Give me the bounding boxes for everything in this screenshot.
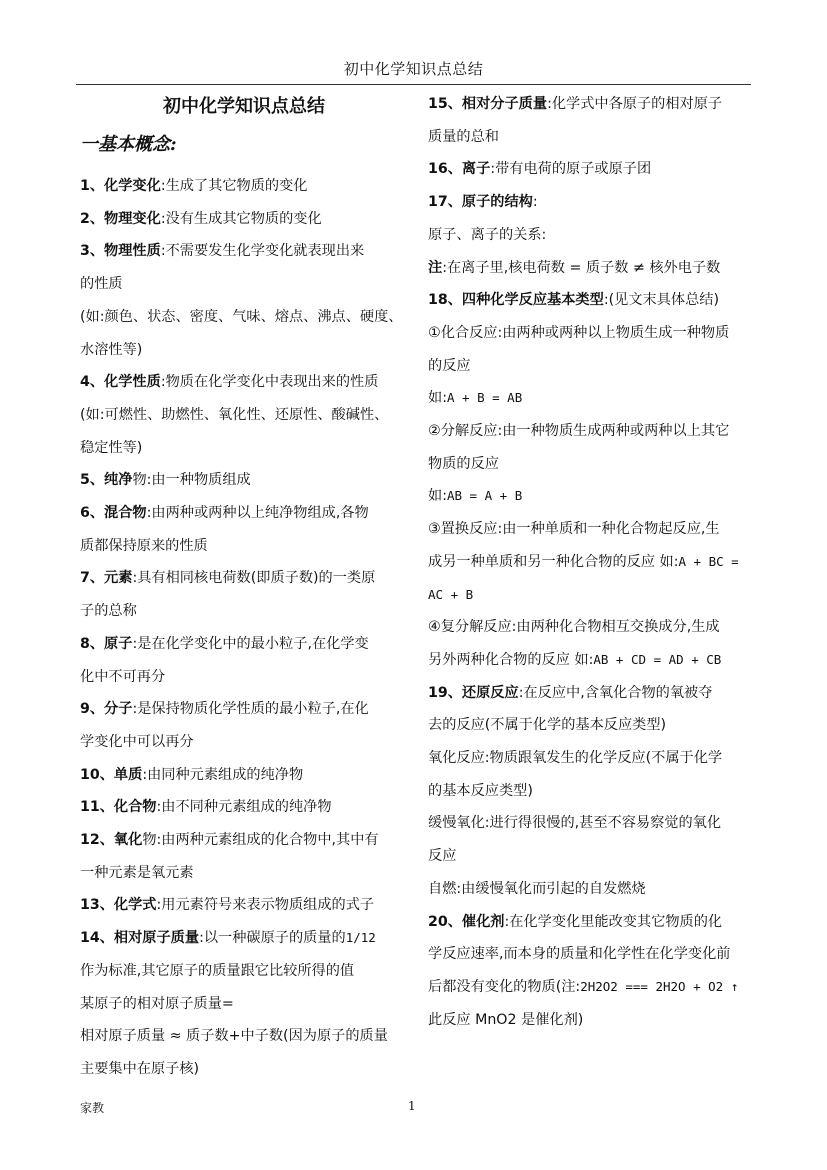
item-6-line-2: 质都保持原来的性质 <box>80 537 208 554</box>
item-7-line-2: 子的总称 <box>80 603 137 620</box>
reaction-displacement: ③置换反应:由一种单质和一种化合物起反应,生 <box>428 521 720 538</box>
document-title: 初中化学知识点总结 <box>163 96 325 117</box>
item-20-line-3: 后都没有变化的物质(注:2H2O2 === 2H2O + O2 ↑ <box>428 978 739 995</box>
reaction-double-displacement-line-2: 另外两种化合物的反应 如:AB + CD = AD + CB <box>428 651 722 668</box>
item-10: 10、单质:由同种元素组成的纯净物 <box>80 766 304 783</box>
reaction-displacement-line-3: AC + B <box>428 586 474 602</box>
item-4-line-3: 稳定性等) <box>80 439 143 456</box>
item-12-line-2: 一种元素是氧元素 <box>80 864 194 881</box>
spontaneous-combustion: 自燃:由缓慢氧化而引起的自发燃烧 <box>428 880 646 897</box>
item-15: 15、相对分子质量:化学式中各原子的相对原子 <box>428 96 723 112</box>
item-5: 5、纯净物:由一种物质组成 <box>80 472 251 489</box>
item-11: 11、化合物:由不同种元素组成的纯净物 <box>80 799 332 816</box>
item-18: 18、四种化学反应基本类型:(见文末具体总结) <box>428 292 719 309</box>
item-12: 12、氧化物:由两种元素组成的化合物中,其中有 <box>80 832 379 849</box>
item-16: 16、离子:带有电荷的原子或原子团 <box>428 161 652 178</box>
slow-oxidation-line-2: 反应 <box>428 848 457 865</box>
item-19-line-2: 去的反应(不属于化学的基本反应类型) <box>428 717 667 734</box>
item-3-line-2: 的性质 <box>80 276 123 293</box>
item-20-line-2: 学反应速率,而本身的质量和化学性在化学变化前 <box>428 946 731 963</box>
reaction-double-displacement: ④复分解反应:由两种化合物相互交换成分,生成 <box>428 619 720 636</box>
item-14-line-3: 某原子的相对原子质量= <box>80 995 234 1012</box>
page-header: 初中化学知识点总结 <box>343 60 484 78</box>
item-3-line-4: 水溶性等) <box>80 341 143 358</box>
item-19: 19、还原反应:在反应中,含氧化合物的氧被夺 <box>428 684 713 701</box>
item-7: 7、元素:具有相同核电荷数(即质子数)的一类原 <box>80 570 376 587</box>
item-6: 6、混合物:由两种或两种以上纯净物组成,各物 <box>80 505 369 522</box>
section-heading: 一基本概念: <box>80 134 177 155</box>
reaction-combination: ①化合反应:由两种或两种以上物质生成一种物质 <box>428 324 730 341</box>
footer-label: 家教 <box>80 1101 105 1115</box>
item-9: 9、分子:是保持物质化学性质的最小粒子,在化 <box>80 701 369 718</box>
item-3-line-3: (如:颜色、状态、密度、气味、熔点、沸点、硬度、 <box>80 308 403 325</box>
item-8-line-2: 化中不可再分 <box>80 668 166 685</box>
reaction-displacement-line-2: 成另一种单质和另一种化合物的反应 如:A + BC = <box>428 553 739 570</box>
item-4-line-2: (如:可燃性、助燃性、氧化性、还原性、酸碱性、 <box>80 406 389 423</box>
item-14-line-4: 相对原子质量 ≈ 质子数+中子数(因为原子的质量 <box>80 1028 388 1045</box>
item-14: 14、相对原子质量:以一种碳原子的质量的1/12 <box>80 930 376 947</box>
reaction-decomposition: ②分解反应:由一种物质生成两种或两种以上其它 <box>428 423 730 440</box>
reaction-decomposition-example: 如:AB = A + B <box>428 488 523 505</box>
item-17-line-2: 原子、离子的关系: <box>428 226 547 243</box>
oxidation: 氧化反应:物质跟氧发生的化学反应(不属于化学 <box>428 750 723 767</box>
item-1: 1、化学变化:生成了其它物质的变化 <box>80 178 308 194</box>
item-17: 17、原子的结构: <box>428 194 538 211</box>
item-4: 4、化学性质:物质在化学变化中表现出来的性质 <box>80 374 379 391</box>
reaction-combination-example: 如:A + B = AB <box>428 390 523 407</box>
item-20: 20、催化剂:在化学变化里能改变其它物质的化 <box>428 913 723 930</box>
right-column <box>428 88 762 1036</box>
left-column <box>80 88 408 1086</box>
item-15-line-2: 质量的总和 <box>428 128 499 145</box>
item-14-line-2: 作为标准,其它原子的质量跟它比较所得的值 <box>80 962 355 979</box>
item-20-line-4: 此反应 MnO2 是催化剂) <box>428 1011 584 1028</box>
item-13: 13、化学式:用元素符号来表示物质组成的式子 <box>80 897 375 914</box>
header-divider <box>76 84 751 85</box>
page-number: 1 <box>408 1099 416 1113</box>
item-14-line-5: 主要集中在原子核) <box>80 1060 200 1077</box>
oxidation-line-2: 的基本反应类型) <box>428 782 533 799</box>
item-8: 8、原子:是在化学变化中的最小粒子,在化学变 <box>80 635 369 652</box>
note: 注:在离子里,核电荷数 = 质子数 ≠ 核外电子数 <box>428 259 721 276</box>
reaction-decomposition-line-2: 物质的反应 <box>428 455 499 472</box>
reaction-combination-line-2: 的反应 <box>428 357 471 374</box>
item-9-line-2: 学变化中可以再分 <box>80 733 194 750</box>
item-3: 3、物理性质:不需要发生化学变化就表现出来 <box>80 243 365 260</box>
slow-oxidation: 缓慢氧化:进行得很慢的,甚至不容易察觉的氧化 <box>428 815 722 832</box>
item-2: 2、物理变化:没有生成其它物质的变化 <box>80 210 322 227</box>
